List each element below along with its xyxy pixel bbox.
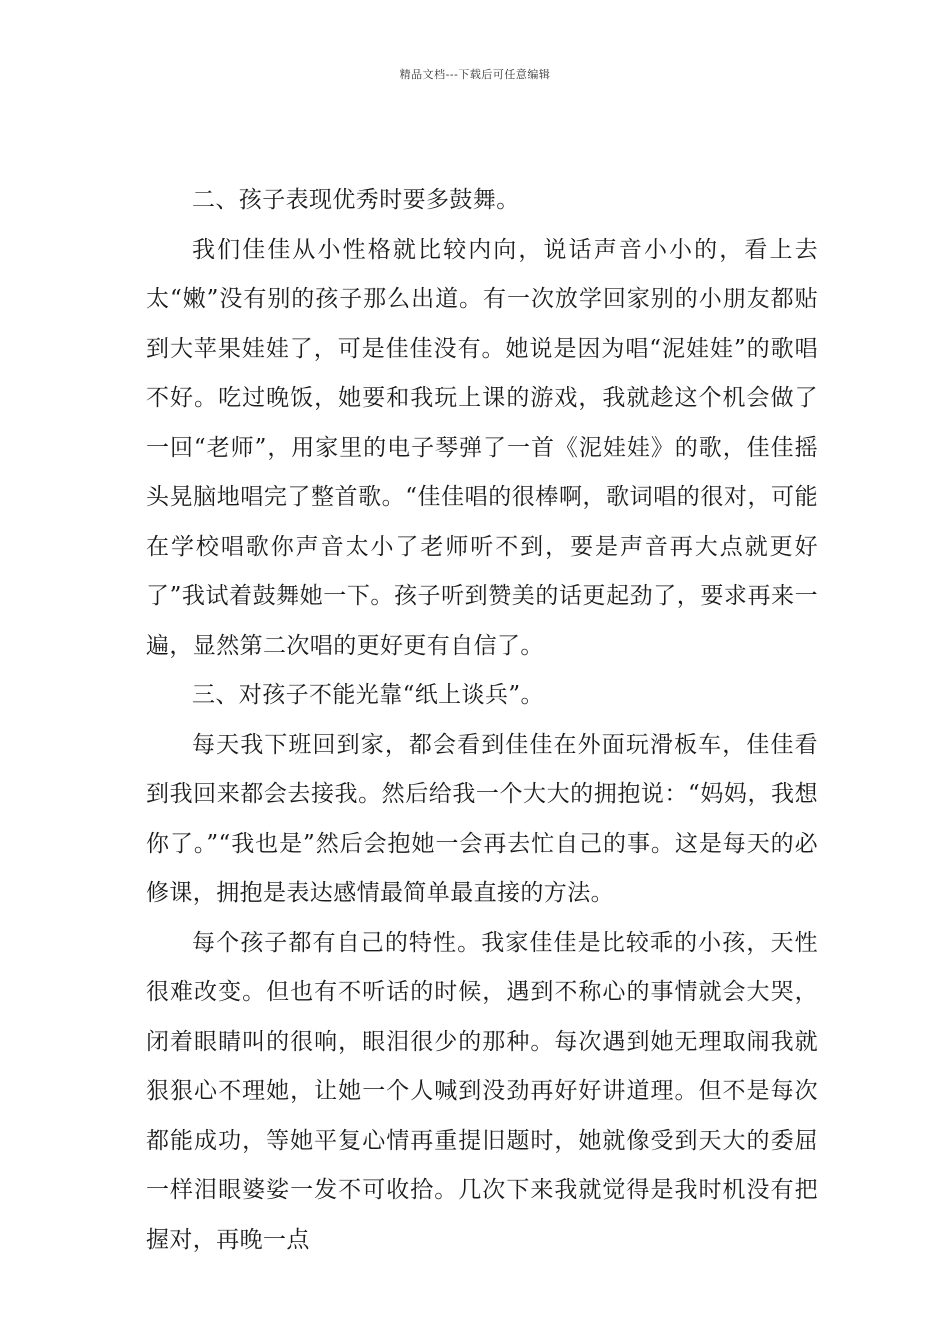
body-paragraph: 每个孩子都有自己的特性。我家佳佳是比较乖的小孩，天性很难改变。但也有不听话的时候，遇到不称心的事情就会大哭，闭着眼睛叫的很响，眼泪很少的那种。每次遇到她无理取闹我就狠狠心不理她，让她一个人喊到没劲再好好讲道理。但不是每次都能成功，等她平复心情再重提旧题时，她就像受到天大的委屈一样泪眼婆娑一发不可收拾。几次下来我就觉得是我时机没有把握对，再晚一点 [146, 929, 818, 1253]
page-header: 精品文档---下载后可任意编辑 [399, 68, 551, 81]
body-paragraph: 我们佳佳从小性格就比较内向，说话声音小小的，看上去太“嫩”没有别的孩子那么出道。有一次放学回家别的小朋友都贴到大苹果娃娃了，可是佳佳没有。她说是因为唱“泥娃娃”的歌唱不好。吃过晚饭，她要和我玩上课的游戏，我就趁这个机会做了一回“老师”，用家里的电子琴弹了一首《泥娃娃》的歌，佳佳摇头晃脑地唱完了整首歌。“佳佳唱的很棒啊，歌词唱的很对，可能在学校唱歌你声音太小了老师听不到，要是声音再大点就更好了”我试着鼓舞她一下。孩子听到赞美的话更起劲了，要求再来一遍，显然第二次唱的更好更有自信了。 [146, 236, 818, 659]
section-heading-2: 二、孩子表现优秀时要多鼓舞。 [192, 187, 520, 213]
section-heading-3: 三、对孩子不能光靠“纸上谈兵”。 [192, 682, 544, 708]
document-body [146, 176, 818, 1265]
body-paragraph: 每天我下班回到家，都会看到佳佳在外面玩滑板车，佳佳看到我回来都会去接我。然后给我一个大大的拥抱说：“妈妈，我想你了。”“我也是”然后会抱她一会再去忙自己的事。这是每天的必修课，拥抱是表达感情最简单最直接的方法。 [146, 731, 818, 906]
